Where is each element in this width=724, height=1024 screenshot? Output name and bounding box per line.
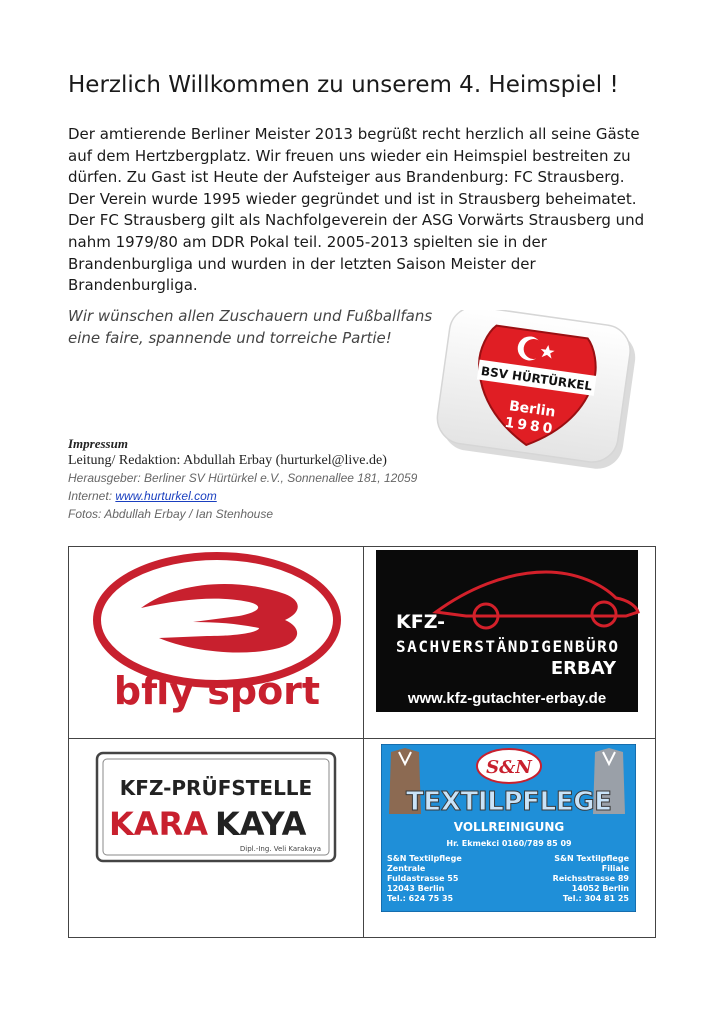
club-logo-city: Berlin xyxy=(508,398,557,421)
sn-title: TEXTILPFLEGE xyxy=(406,787,612,817)
sn-left-line: Tel.: 624 75 35 xyxy=(387,894,454,903)
intro-line: Der FC Strausberg gilt als Nachfolgeverein der ASG Vorwärts Strausberg und xyxy=(68,211,645,230)
sn-contact: Hr. Ekmekci 0160/789 85 09 xyxy=(446,839,572,848)
intro-line: Brandenburgliga und wurden in der letzten Saison Meister der xyxy=(68,254,536,273)
impressum-heading: Impressum xyxy=(68,436,128,451)
intro-line: nahm 1979/80 am DDR Pokal teil. 2005-2013 spielten sie in der xyxy=(68,232,547,251)
sn-badge: S&N xyxy=(486,757,532,778)
intro-text xyxy=(68,124,668,297)
kfz-line3: ERBAY xyxy=(550,658,616,679)
sponsor-table xyxy=(68,546,656,938)
website-link[interactable]: www.hurturkel.com xyxy=(115,489,217,503)
intro-line: Der amtierende Berliner Meister 2013 begrüßt recht herzlich all seine Gäste xyxy=(68,125,640,143)
impressum-herausgeber: Herausgeber: Berliner SV Hürtürkel e.V., Sonnenallee 181, 12059 xyxy=(68,471,418,485)
karakaya-name-a: KARA xyxy=(109,805,208,843)
sn-left-line: Fuldastrasse 55 xyxy=(387,874,459,883)
intro-line: Der Verein wurde 1995 wieder gegründet und ist in Strausberg beheimatet. xyxy=(68,189,637,208)
karakaya-top: KFZ-PRÜFSTELLE xyxy=(119,776,313,800)
impressum-fotos: Fotos: Abdullah Erbay / Ian Stenhouse xyxy=(68,507,274,521)
club-logo-year: 1980 xyxy=(503,414,557,438)
page-title: Herzlich Willkommen zu unserem 4. Heimspiel ! xyxy=(68,72,619,98)
sn-subtitle: VOLLREINIGUNG xyxy=(453,820,565,834)
welcome-wish xyxy=(68,305,448,349)
impressum-internet xyxy=(68,489,438,507)
kfz-line2: SACHVERSTÄNDIGENBÜRO xyxy=(396,637,618,656)
sponsor-kfz-gutachter xyxy=(376,550,641,712)
kfz-url: www.kfz-gutachter-erbay.de xyxy=(407,690,607,707)
impressum-leitung: Leitung/ Redaktion: Abdullah Erbay (hurturkel@live.de) xyxy=(68,453,387,468)
karakaya-sub: Dipl.-Ing. Veli Karakaya xyxy=(239,845,321,853)
sn-left-line: S&N Textilpflege xyxy=(387,854,462,863)
wish-line: Wir wünschen allen Zuschauern und Fußballfans xyxy=(68,307,433,325)
club-logo-name: BSV HÜRTÜRKEL xyxy=(480,363,594,394)
intro-line: Brandenburgliga. xyxy=(68,276,198,295)
sn-right-line: 14052 Berlin xyxy=(571,884,629,893)
intro-line: dürfen. Zu Gast ist Heute der Aufsteiger aus Brandenburg: FC Strausberg. xyxy=(68,168,625,187)
club-logo xyxy=(436,310,641,470)
sponsor-bfly-sport xyxy=(89,550,344,715)
wish-line: eine faire, spannende und torreiche Partie! xyxy=(68,329,392,347)
impressum xyxy=(68,436,438,525)
karakaya-name-b: KAYA xyxy=(215,805,307,843)
bfly-sport-text: bfly sport xyxy=(113,669,321,713)
intro-line: auf dem Hertzbergplatz. Wir freuen uns wieder ein Heimspiel bestreiten zu xyxy=(68,146,631,165)
internet-label: Internet: xyxy=(68,489,116,503)
table-divider xyxy=(363,547,364,937)
sponsor-karakaya xyxy=(89,745,344,867)
sn-left-line: 12043 Berlin xyxy=(387,884,445,893)
sn-right-line: Filiale xyxy=(601,864,629,873)
sponsor-sn-textilpflege xyxy=(381,744,636,912)
sn-right-line: S&N Textilpflege xyxy=(554,854,629,863)
sn-right-line: Reichsstrasse 89 xyxy=(552,874,629,883)
table-divider xyxy=(69,738,655,739)
kfz-line1: KFZ- xyxy=(396,611,446,633)
sn-left-line: Zentrale xyxy=(387,864,426,873)
sn-right-line: Tel.: 304 81 25 xyxy=(562,894,629,903)
